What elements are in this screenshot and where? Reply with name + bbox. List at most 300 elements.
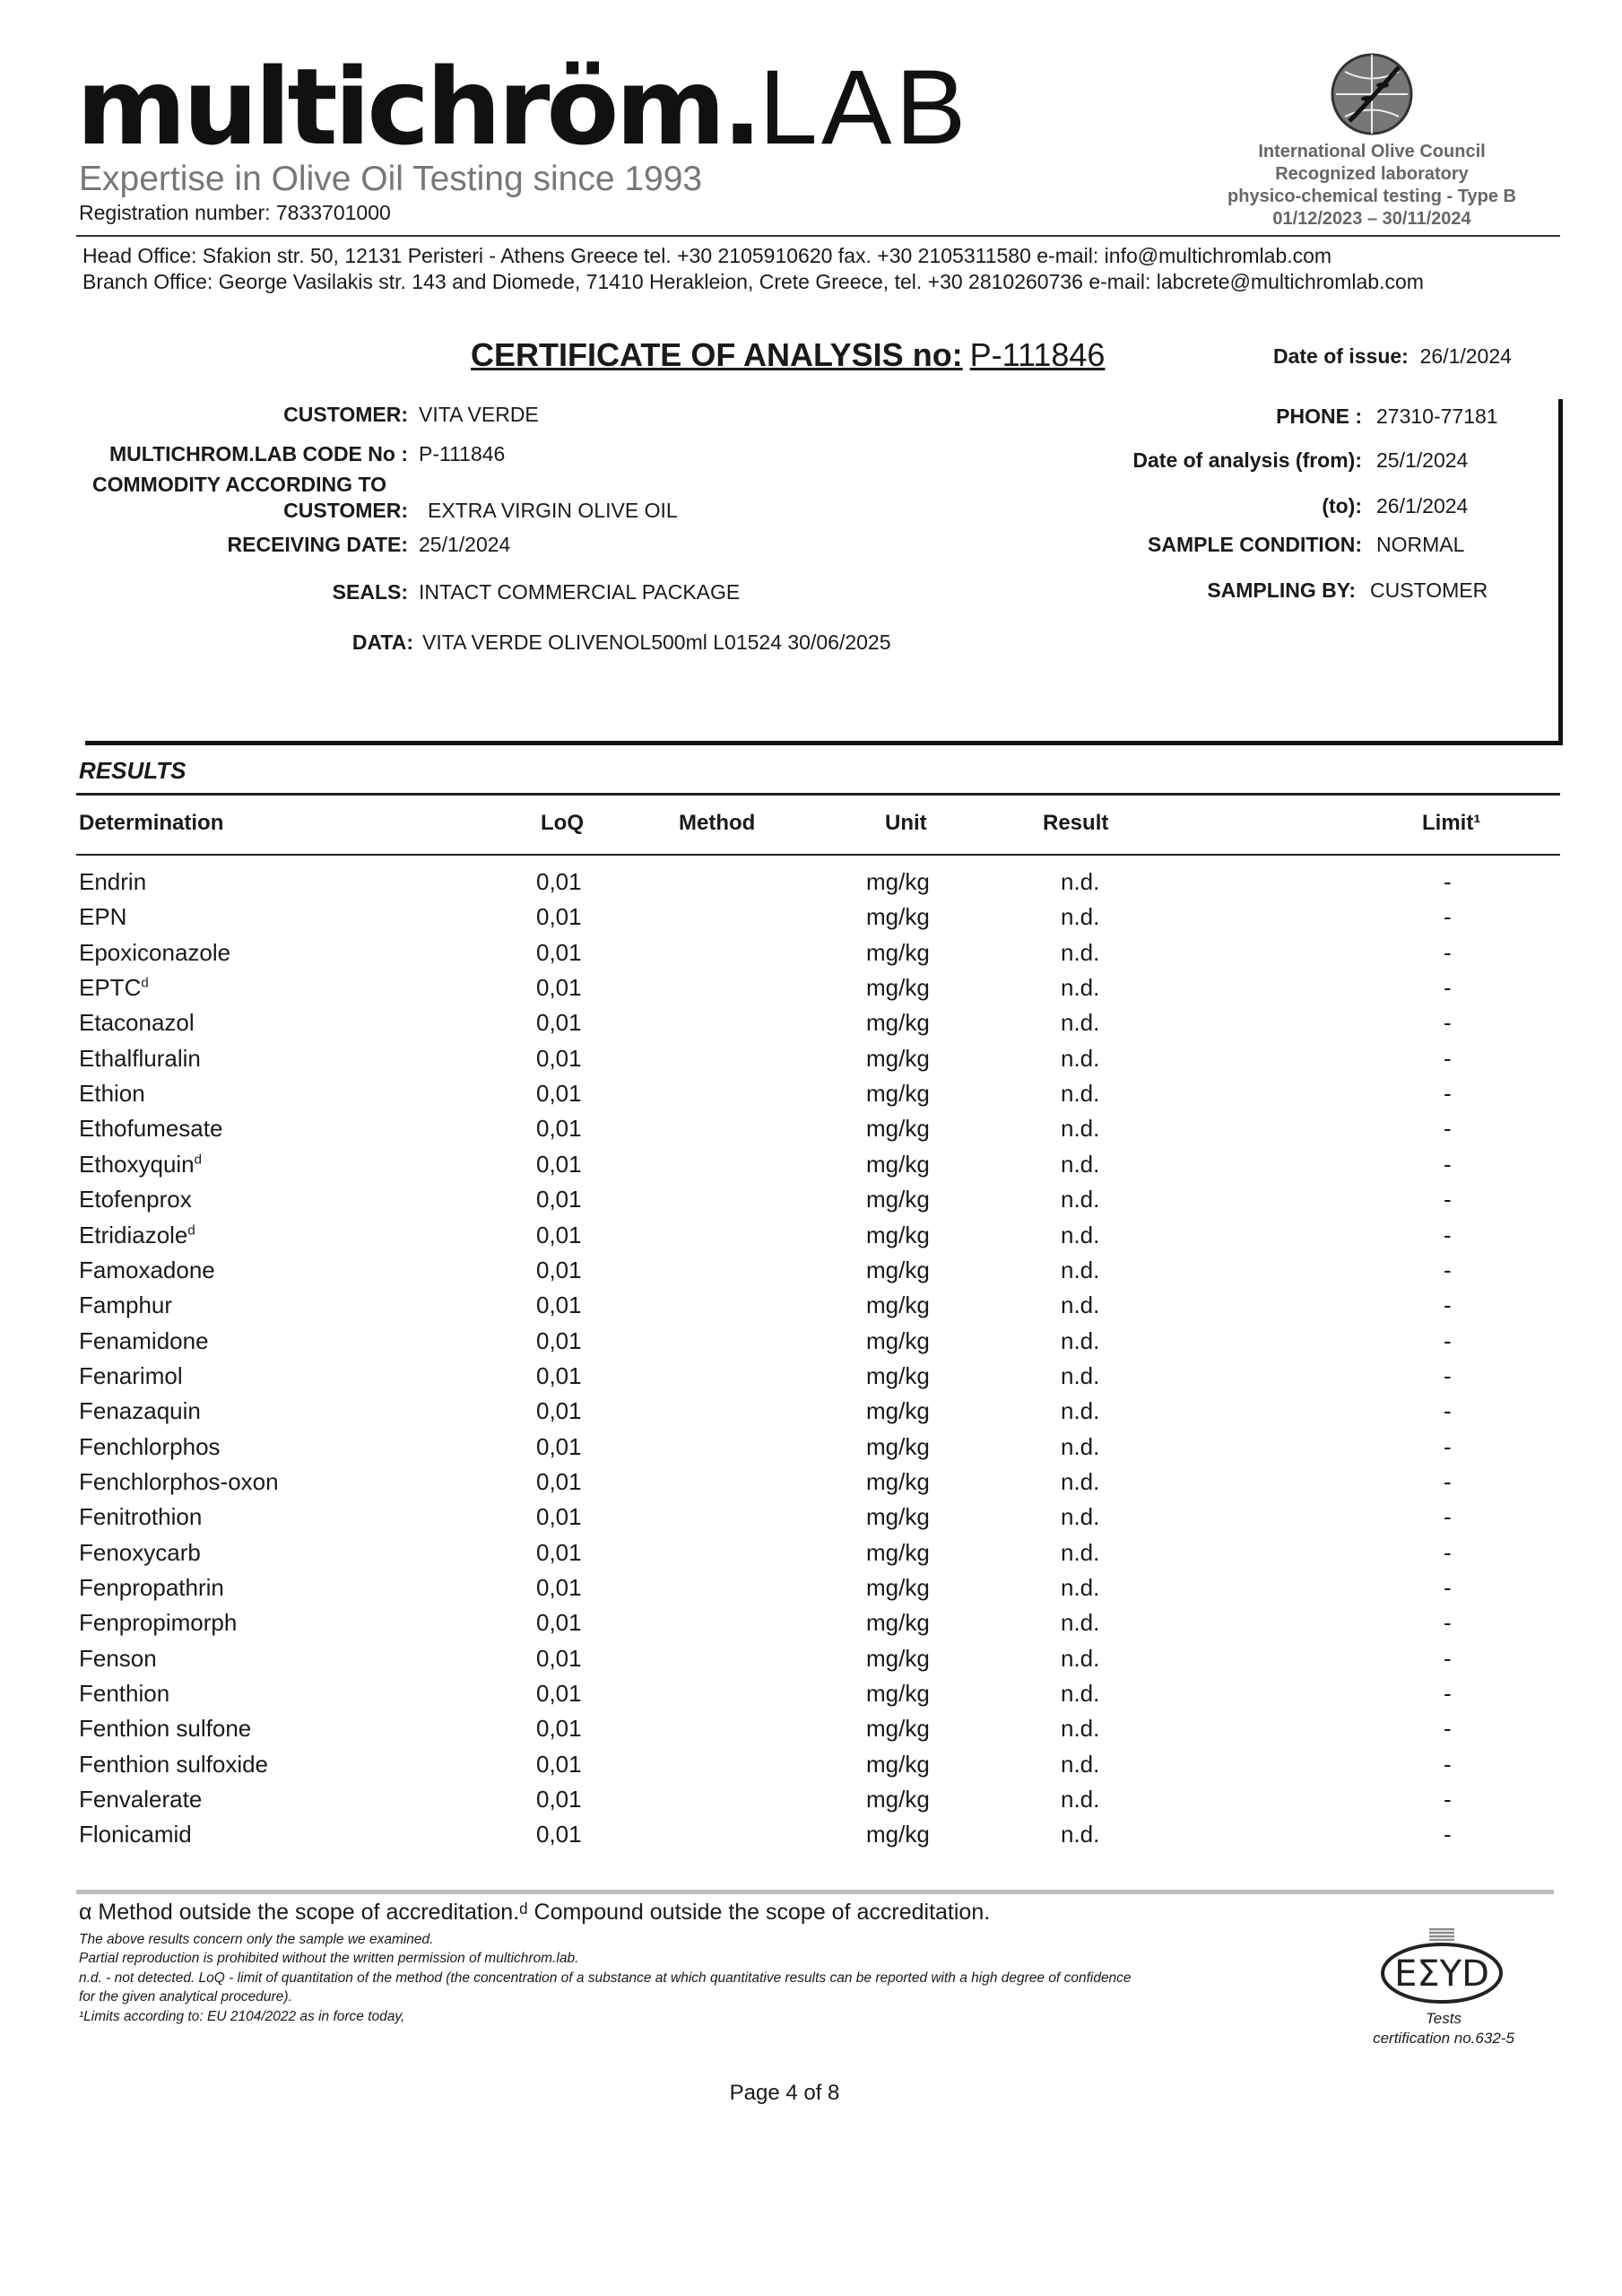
unit-cell [866,1468,930,1496]
table-header-rule [76,854,1560,856]
result-cell [1061,1292,1099,1319]
unit-cell-text: mg/kg [866,1115,930,1143]
unit-cell-text: mg/kg [866,1786,930,1813]
footer-note: ¹Limits according to: EU 2104/2022 as in force today, [79,2009,405,2024]
unit-cell-text: mg/kg [866,868,930,895]
table-row [0,1251,1622,1286]
determination-cell [79,1609,237,1637]
loq-cell [536,1574,582,1602]
unit-cell [866,1680,930,1708]
table-row [0,1639,1622,1674]
result-cell-text: n.d. [1061,1821,1100,1848]
determination-cell [79,1151,202,1178]
limit-cell-text: - [1444,1821,1452,1848]
limit-cell-text: - [1444,1115,1452,1143]
unit-cell-text: mg/kg [866,1080,930,1108]
result-cell [1061,1222,1099,1249]
seals-value: INTACT COMMERCIAL PACKAGE [419,580,741,604]
issue-date-label: Date of issue: [1273,344,1409,368]
header-determination: Determination [79,811,224,835]
result-cell-text: n.d. [1061,1256,1100,1283]
registration-number: Registration number: 7833701000 [79,201,391,224]
result-cell-text: n.d. [1061,868,1100,895]
limit-cell [1444,1009,1452,1037]
unit-cell-text: mg/kg [866,938,930,966]
tests-line-2: certification no.632-5 [1373,2030,1514,2047]
limit-cell [1444,1045,1452,1073]
unit-cell-text: mg/kg [866,1009,930,1037]
loq-cell-text: 0,01 [536,1115,582,1143]
unit-cell-text: mg/kg [866,903,930,931]
unit-cell-text: mg/kg [866,974,930,1002]
header-result: Result [1043,811,1109,835]
unit-cell-text: mg/kg [866,1821,930,1848]
limit-cell-text: - [1444,1503,1452,1531]
limit-cell-text: - [1444,1326,1452,1354]
limit-cell [1444,1715,1452,1743]
limit-cell-text: - [1444,1680,1452,1708]
sampling-by-label: SAMPLING BY: [1207,578,1356,602]
determination-cell-text: Ethalfluralin [79,1044,201,1072]
determination-cell [79,1045,201,1073]
unit-cell [866,1821,930,1848]
loq-cell-text: 0,01 [536,1821,582,1848]
determination-cell [79,1186,192,1213]
table-row [0,934,1622,969]
determination-cell-text: Fenson [79,1644,157,1672]
result-cell-text: n.d. [1061,1750,1100,1778]
unit-cell [866,868,930,896]
limit-cell [1444,974,1452,1002]
unit-cell [866,1433,930,1461]
sample-condition-value: NORMAL [1376,533,1465,556]
result-cell-text: n.d. [1061,1221,1100,1248]
loq-cell-text: 0,01 [536,1432,582,1460]
loq-cell-text: 0,01 [536,1150,582,1178]
loq-cell [536,1645,582,1673]
table-row [0,1604,1622,1639]
determination-cell-text: Fenoxycarb [79,1538,201,1566]
loq-cell-text: 0,01 [536,1750,582,1778]
loq-cell [536,1292,582,1319]
limit-cell-text: - [1444,1397,1452,1425]
limit-cell-text: - [1444,1432,1452,1460]
tests-certification [1336,2009,1551,2048]
determination-cell-text: Fenpropathrin [79,1574,224,1601]
result-cell-text: n.d. [1061,903,1100,931]
footer-note: Partial reproduction is prohibited without the written permission of multichrom.lab. [79,1951,579,1966]
determination-cell-text: Fenarimol [79,1361,183,1389]
olive-council-globe-icon [1327,49,1417,139]
result-cell-text: n.d. [1061,1574,1100,1601]
unit-cell [866,1609,930,1637]
loq-cell [536,1257,582,1284]
head-office: Head Office: Sfakion str. 50, 12131 Peristeri - Athens Greece tel. +30 2105910620 fax. +30 2105311580 e-mail: info@multichromlab.com [82,244,1332,267]
unit-cell [866,1574,930,1602]
determination-cell-text: Fenthion sulfoxide [79,1750,269,1778]
limit-cell [1444,1574,1452,1602]
header-method: Method [679,811,756,835]
phone-label: PHONE : [1276,404,1362,428]
result-cell [1061,1751,1099,1779]
certificate-title-label: CERTIFICATE OF ANALYSIS no: [471,336,963,373]
loq-cell [536,1503,582,1531]
loq-cell-text: 0,01 [536,1326,582,1354]
result-cell-text: n.d. [1061,1044,1100,1072]
limit-cell [1444,939,1452,967]
determination-cell-text: Famphur [79,1292,173,1319]
result-cell [1061,1151,1099,1178]
unit-cell [866,974,930,1002]
loq-cell-text: 0,01 [536,1186,582,1213]
unit-cell [866,1257,930,1284]
commodity-label-2: CUSTOMER: [283,499,408,522]
unit-cell [866,1645,930,1673]
result-cell-text: n.d. [1061,1609,1100,1637]
limit-cell [1444,1609,1452,1637]
table-row [0,1534,1622,1569]
branch-office: Branch Office: George Vasilakis str. 143 and Diomede, 71410 Herakleion, Crete Greece, tel. +30 2810260736 e-mail: labcrete@multichromlab.com [82,270,1424,293]
phone-value: 27310-77181 [1376,404,1498,428]
determination-cell [79,1292,172,1319]
table-row [0,1709,1622,1744]
loq-cell [536,974,582,1002]
analysis-to-label: (to): [1322,494,1362,517]
certificate-title [471,336,1105,374]
table-row [0,1145,1622,1180]
determination-cell [79,1080,145,1108]
result-cell [1061,1645,1099,1673]
header-loq: LoQ [541,811,584,835]
unit-cell-text: mg/kg [866,1644,930,1672]
unit-cell-text: mg/kg [866,1715,930,1743]
loq-cell [536,1821,582,1848]
loq-cell-text: 0,01 [536,1503,582,1531]
unit-cell [866,1362,930,1390]
customer-value: VITA VERDE [419,403,539,426]
unit-cell-text: mg/kg [866,1326,930,1354]
limit-cell-text: - [1444,1009,1452,1037]
limit-cell [1444,1821,1452,1848]
loq-cell [536,1433,582,1461]
loq-cell [536,1539,582,1567]
table-row [0,1286,1622,1321]
header-unit: Unit [885,811,927,835]
result-cell [1061,1362,1099,1390]
determination-cell [79,1468,279,1496]
unit-cell [866,1009,930,1037]
result-cell [1061,1327,1099,1355]
scope-note: α Method outside the scope of accreditation.ᵈ Compound outside the scope of accreditation. [79,1900,991,1925]
determination-cell [79,868,146,896]
result-cell-text: n.d. [1061,1503,1100,1531]
unit-cell [866,1080,930,1108]
limit-cell-text: - [1444,1150,1452,1178]
unit-cell-text: mg/kg [866,1432,930,1460]
limit-cell-text: - [1444,1786,1452,1813]
footer-note: The above results concern only the sample we examined. [79,1932,434,1947]
limit-cell [1444,1222,1452,1249]
result-cell-text: n.d. [1061,1150,1100,1178]
limit-cell-text: - [1444,1467,1452,1495]
determination-cell-text: EPN [79,903,127,931]
loq-cell-text: 0,01 [536,1044,582,1072]
table-row [0,1004,1622,1039]
analysis-from-label: Date of analysis (from): [1132,448,1362,472]
details-box-bottom-border [85,741,1563,745]
limit-cell-text: - [1444,1574,1452,1601]
loq-cell [536,1468,582,1496]
limit-cell [1444,1680,1452,1708]
limit-cell-text: - [1444,1044,1452,1072]
result-cell [1061,1009,1099,1037]
limit-cell-text: - [1444,1538,1452,1566]
result-cell-text: n.d. [1061,1786,1100,1813]
data-value: VITA VERDE OLIVENOL500ml L01524 30/06/2025 [422,631,891,654]
unit-cell [866,1115,930,1143]
table-row [0,898,1622,933]
unit-cell [866,1186,930,1213]
result-cell [1061,1715,1099,1743]
loq-cell-text: 0,01 [536,1221,582,1248]
loq-cell [536,1327,582,1355]
limit-cell [1444,1468,1452,1496]
result-cell-text: n.d. [1061,1361,1100,1389]
determination-cell [79,974,149,1002]
scope-footnote-marker: d [187,1222,195,1238]
determination-cell [79,1503,202,1531]
determination-cell [79,1257,215,1284]
result-cell-text: n.d. [1061,1292,1100,1319]
result-cell [1061,1045,1099,1073]
loq-cell-text: 0,01 [536,938,582,966]
tagline: Expertise in Olive Oil Testing since 1993 [79,160,703,198]
loq-cell-text: 0,01 [536,1467,582,1495]
header-limit: Limit¹ [1422,811,1481,835]
determination-cell [79,903,126,931]
data-label: DATA: [351,631,413,654]
loq-cell [536,1680,582,1708]
limit-cell [1444,903,1452,931]
table-row [0,1815,1622,1850]
determination-cell-text: Fenazaquin [79,1397,201,1425]
result-cell-text: n.d. [1061,1080,1100,1108]
table-row [0,1074,1622,1109]
limit-cell [1444,1751,1452,1779]
unit-cell-text: mg/kg [866,1044,930,1072]
unit-cell-text: mg/kg [866,1292,930,1319]
result-cell [1061,1433,1099,1461]
loq-cell-text: 0,01 [536,868,582,895]
result-cell [1061,1786,1099,1813]
loq-cell [536,1715,582,1743]
determination-cell [79,1645,157,1673]
table-row [0,863,1622,898]
loq-cell-text: 0,01 [536,1538,582,1566]
determination-cell [79,1539,201,1567]
determination-cell [79,1821,192,1848]
unit-cell [866,1292,930,1319]
determination-cell-text: Etofenprox [79,1186,192,1213]
unit-cell-text: mg/kg [866,1186,930,1213]
limit-cell [1444,1186,1452,1213]
issue-date-value: 26/1/2024 [1419,344,1512,368]
unit-cell-text: mg/kg [866,1397,930,1425]
unit-cell [866,939,930,967]
loq-cell [536,1115,582,1143]
loq-cell-text: 0,01 [536,1292,582,1319]
limit-cell-text: - [1444,1361,1452,1389]
limit-cell [1444,1257,1452,1284]
determination-cell-text: Ethoxyquin [79,1150,195,1178]
limit-cell [1444,1786,1452,1813]
unit-cell-text: mg/kg [866,1361,930,1389]
company-logo [76,45,970,169]
result-cell [1061,1574,1099,1602]
limit-cell [1444,1397,1452,1425]
code-label: MULTICHROM.LAB CODE No : [108,442,408,465]
limit-cell-text: - [1444,1080,1452,1108]
loq-cell [536,1397,582,1425]
limit-cell-text: - [1444,1256,1452,1283]
limit-cell-text: - [1444,1644,1452,1672]
result-cell-text: n.d. [1061,1326,1100,1354]
unit-cell [866,1715,930,1743]
limit-cell-text: - [1444,868,1452,895]
determination-cell [79,1433,221,1461]
loq-cell [536,1080,582,1108]
loq-cell-text: 0,01 [536,1574,582,1601]
determination-cell [79,1222,195,1249]
result-cell [1061,1115,1099,1143]
determination-cell-text: Fenthion sulfone [79,1715,252,1743]
result-cell-text: n.d. [1061,1715,1100,1743]
limit-cell [1444,1503,1452,1531]
limit-cell-text: - [1444,903,1452,931]
determination-cell-text: Fenpropimorph [79,1609,238,1637]
result-cell [1061,1080,1099,1108]
ioc-line-3: physico-chemical testing - Type B [1227,187,1516,206]
limit-cell-text: - [1444,938,1452,966]
limit-cell [1444,1539,1452,1567]
result-cell-text: n.d. [1061,1397,1100,1425]
unit-cell [866,1786,930,1813]
limit-cell [1444,1645,1452,1673]
loq-cell-text: 0,01 [536,1680,582,1708]
unit-cell [866,1751,930,1779]
receiving-date-value: 25/1/2024 [419,533,511,556]
tests-line-1: Tests [1425,2010,1462,2027]
determination-cell [79,1327,209,1355]
loq-cell [536,1151,582,1178]
result-cell [1061,1257,1099,1284]
page-number: Page 4 of 8 [729,2081,840,2105]
analysis-to-value: 26/1/2024 [1376,494,1469,517]
ioc-recognition [1184,141,1560,230]
determination-cell [79,1115,222,1143]
loq-cell [536,1362,582,1390]
loq-cell [536,903,582,931]
result-cell-text: n.d. [1061,938,1100,966]
unit-cell [866,1503,930,1531]
details-box-right-border [1558,399,1563,744]
footer-note: n.d. - not detected. LoQ - limit of quantitation of the method (the concentration of a substance at which quantitative results can be reported with a high degree of confidence [79,1970,1132,1986]
limit-cell-text: - [1444,1715,1452,1743]
table-row [0,1357,1622,1392]
result-cell [1061,1609,1099,1637]
loq-cell-text: 0,01 [536,1009,582,1037]
unit-cell-text: mg/kg [866,1221,930,1248]
limit-cell-text: - [1444,1609,1452,1637]
table-row [0,1780,1622,1815]
determination-cell [79,1715,251,1743]
determination-cell [79,1680,169,1708]
table-row [0,1428,1622,1463]
result-cell [1061,939,1099,967]
result-cell [1061,1186,1099,1213]
ioc-line-4: 01/12/2023 – 30/11/2024 [1272,209,1471,229]
table-row [0,1745,1622,1780]
limit-cell [1444,1433,1452,1461]
determination-cell-text: Etridiazole [79,1221,188,1248]
loq-cell [536,1786,582,1813]
determination-cell-text: Famoxadone [79,1256,215,1283]
limit-cell [1444,1362,1452,1390]
scope-footnote-marker: d [141,975,149,991]
loq-cell-text: 0,01 [536,1256,582,1283]
unit-cell [866,1327,930,1355]
determination-cell-text: EPTC [79,974,142,1002]
unit-cell-text: mg/kg [866,1150,930,1178]
determination-cell-text: Etaconazol [79,1009,195,1037]
determination-cell-text: Fenchlorphos [79,1432,221,1460]
seals-label: SEALS: [332,580,408,604]
logo-suffix: LAB [759,48,970,167]
loq-cell [536,1045,582,1073]
table-top-rule [76,793,1560,796]
limit-cell [1444,1115,1452,1143]
customer-label: CUSTOMER: [283,403,408,426]
result-cell-text: n.d. [1061,1009,1100,1037]
loq-cell [536,1751,582,1779]
unit-cell-text: mg/kg [866,1750,930,1778]
result-cell-text: n.d. [1061,974,1100,1002]
commodity-value: EXTRA VIRGIN OLIVE OIL [428,499,678,522]
loq-cell [536,1222,582,1249]
limit-cell-text: - [1444,1221,1452,1248]
result-cell-text: n.d. [1061,1538,1100,1566]
loq-cell-text: 0,01 [536,903,582,931]
loq-cell-text: 0,01 [536,1715,582,1743]
limit-cell-text: - [1444,974,1452,1002]
determination-cell-text: Fenthion [79,1680,170,1708]
loq-cell-text: 0,01 [536,1609,582,1637]
table-row [0,1180,1622,1215]
determination-cell [79,1751,268,1779]
unit-cell [866,903,930,931]
certificate-number: P-111846 [969,336,1106,373]
table-row [0,1463,1622,1498]
determination-cell [79,939,230,967]
unit-cell-text: mg/kg [866,1256,930,1283]
unit-cell-text: mg/kg [866,1538,930,1566]
limit-cell [1444,1151,1452,1178]
unit-cell [866,1539,930,1567]
result-cell-text: n.d. [1061,1115,1100,1143]
scope-footnote-marker: d [194,1152,202,1168]
limit-cell [1444,1327,1452,1355]
determination-cell-text: Fenitrothion [79,1503,203,1531]
